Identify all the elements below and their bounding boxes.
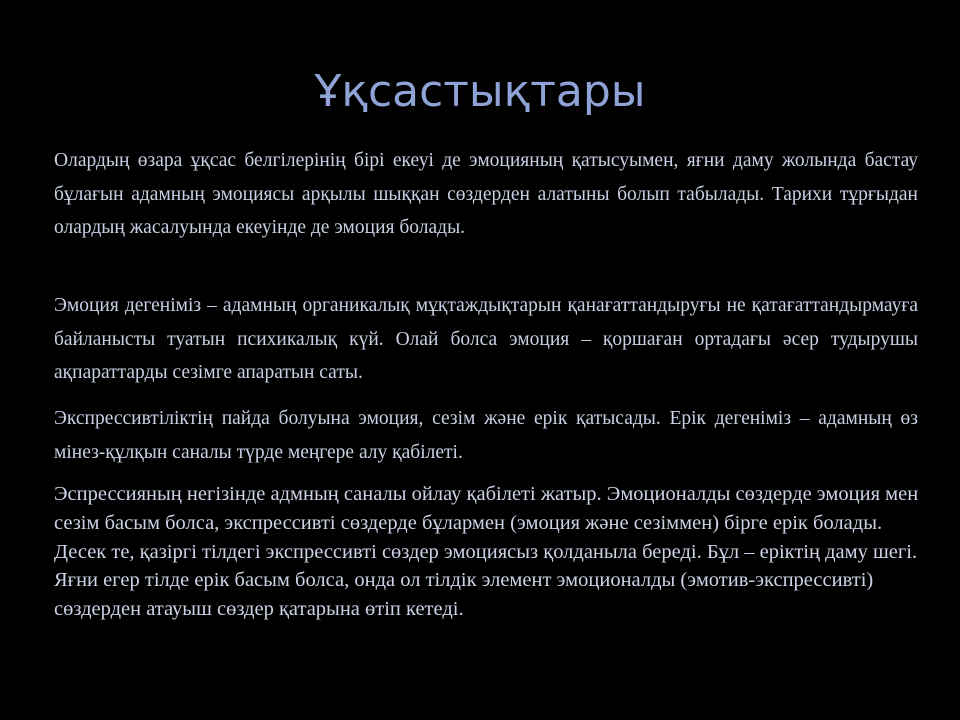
slide-title: Ұқсастықтары [314,66,646,117]
paragraph-will-definition: Экспрессивтіліктің пайда болуына эмоция, сезім және ерік қатысады. Ерік дегеніміз – адамның өз мінез-құлқын саналы түрде меңгере алу қабілеті. [54,408,918,463]
paragraph-emotion-definition: Эмоция дегеніміз – адамның органикалық мұқтаждықтарын қанағаттандыруғы не қатағаттандырмауға байланысты туатын психикалық күй. Олай болса эмоция – қоршаған ортадағы әсер тудырушы ақпараттарды сезімге апаратын саты. [54,295,918,383]
paragraph-expression-basis: Эспрессияның негізінде адмның саналы ойлау қабілеті жатыр. Эмоционалды сөздерде эмоция мен сезім басым болса, экспрессивті сөздерде бұлармен (эмоция және сезіммен) бірге ерік болады. Десек те, қазіргі тілдегі экспрессивті сөздер эмоциясыз қолданыла береді. Бұл – еріктің даму шегі. Яғни егер тілде ерік басым болса, онда ол тілдік элемент эмоционалды (эмотив-экспрессивті) сөздерден атауыш сөздер қатарына өтіп кетеді. [54,483,919,621]
paragraph-similarity: Олардың өзара ұқсас белгілерінің бірі екеуі де эмоцияның қатысуымен, яғни даму жолында бастау бұлағын адамның эмоциясы арқылы шыққан сөздерден алатыны болып табылады. Тарихи тұрғыдан олардың жасалуында екеуінде де эмоция болады. [54,150,918,238]
